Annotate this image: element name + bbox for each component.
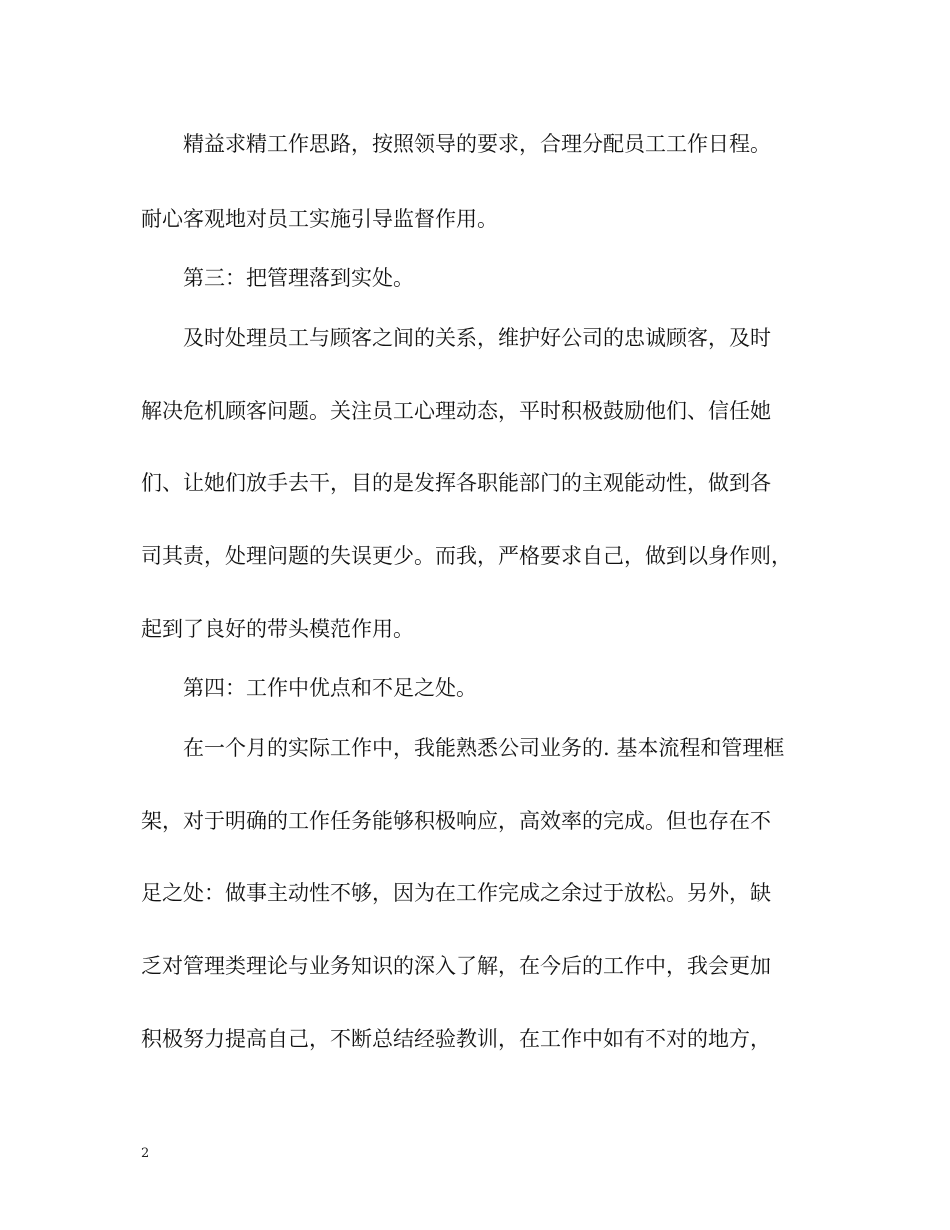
- text-line-8: 起到了良好的带头模范作用。: [141, 617, 414, 641]
- text-line-4: 及时处理员工与顾客之间的关系，维护好公司的忠诚顾客，及时: [183, 326, 771, 350]
- text-line-13: 乏对管理类理论与业务知识的深入了解，在今后的工作中，我会更加: [141, 954, 771, 978]
- text-line-11: 架，对于明确的工作任务能够积极响应，高效率的完成。但也存在不: [141, 809, 771, 833]
- text-line-10: 在一个月的实际工作中，我能熟悉公司业务的. 基本流程和管理框: [183, 736, 785, 760]
- page-number: 2: [141, 1146, 150, 1161]
- text-line-5: 解决危机顾客问题。关注员工心理动态，平时积极鼓励他们、信任她: [141, 399, 771, 423]
- section-heading-4: 第四：工作中优点和不足之处。: [183, 676, 477, 700]
- text-line-6: 们、让她们放手去干，目的是发挥各职能部门的主观能动性，做到各: [141, 471, 771, 495]
- text-line-12: 足之处：做事主动性不够，因为在工作完成之余过于放松。另外，缺: [141, 881, 771, 905]
- text-line-1: 精益求精工作思路，按照领导的要求，合理分配员工工作日程。: [183, 132, 771, 156]
- text-line-7: 司其责，处理问题的失误更少。而我，严格要求自己，做到以身作则，: [141, 544, 792, 568]
- text-line-14: 积极努力提高自己，不断总结经验教训，在工作中如有不对的地方，: [141, 1027, 771, 1051]
- text-line-2: 耐心客观地对员工实施引导监督作用。: [141, 207, 498, 231]
- section-heading-3: 第三：把管理落到实处。: [183, 266, 414, 290]
